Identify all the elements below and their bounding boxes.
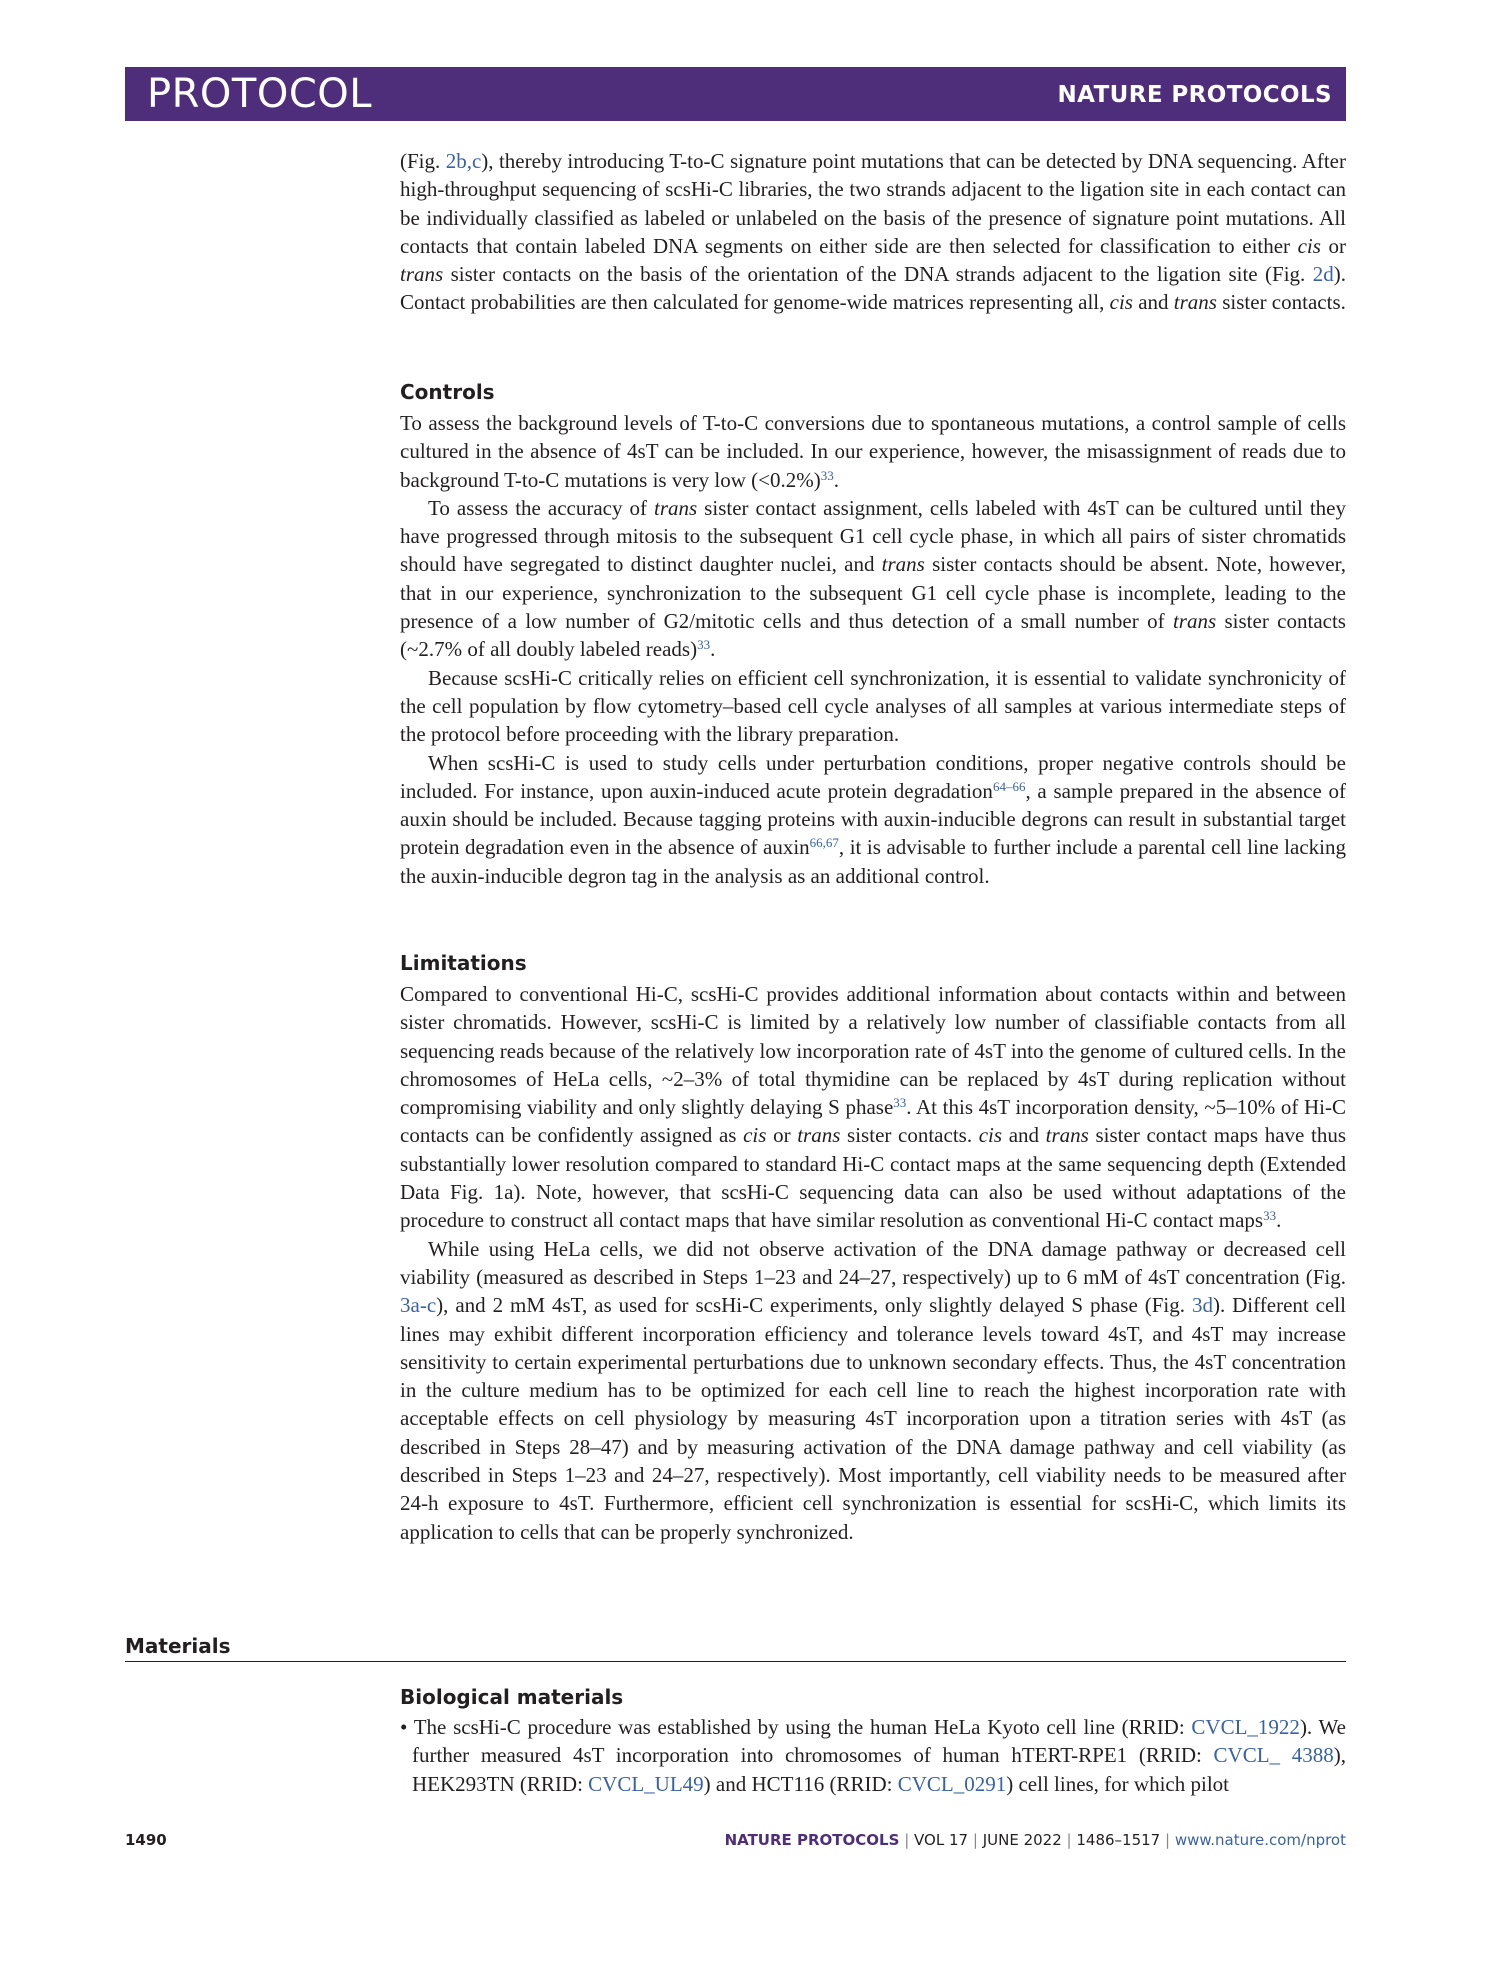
reference-link[interactable]: 33 <box>893 1095 907 1111</box>
journal-name: NATURE PROTOCOLS <box>1057 82 1332 108</box>
footer-citation: NATURE PROTOCOLS | VOL 17 | JUNE 2022 | 1486–1517 | www.nature.com/nprot <box>724 1831 1346 1849</box>
controls-paragraph-3: Because scsHi-C critically relies on efficient cell synchronization, it is essential to validate synchronicity of the cell population by flow cytometry–based cell cycle analyses of all samples at various intermediate steps of the protocol before proceeding with the library preparation. <box>400 665 1346 747</box>
page-number: 1490 <box>125 1831 167 1849</box>
reference-link[interactable]: 33 <box>820 467 834 483</box>
biological-materials-heading: Biological materials <box>400 1685 624 1709</box>
limitations-heading: Limitations <box>400 951 527 975</box>
rrid-link[interactable]: CVCL_1922 <box>1191 1715 1300 1739</box>
rrid-link[interactable]: CVCL_0291 <box>897 1771 1007 1796</box>
reference-link[interactable]: 33 <box>697 637 711 653</box>
footer-date: JUNE 2022 <box>982 1831 1062 1849</box>
footer-pages: 1486–1517 <box>1076 1831 1161 1849</box>
limitations-paragraph-1: Compared to conventional Hi-C, scsHi-C provides additional information about contacts within and between sister chromatids. However, scsHi-C is limited by a relatively low number of classifiable contacts from all sequencing reads because of the relatively low incorporation rate of 4sT into the genome of cultured cells. In the chromosomes of HeLa cells, ~2–3% of total thymidine can be replaced by 4sT during replication without compromising viability and only slightly delaying S phase$^{33}$. At this 4sT incorporation density, ~5–10% of Hi-C contacts can be confidently assigned as cis or trans sister contacts. cis and trans sister contact maps have thus substantially lower resolution compared to standard Hi-C contact maps at the same sequencing depth (Extended Data Fig. 1a). Note, however, that scsHi-C sequencing data can also be used without adaptations of the procedure to construct all contact maps that have similar resolution as conventional Hi-C contact maps$^{33}$. <box>400 982 1347 1233</box>
materials-list <box>400 1713 1346 1798</box>
footer-journal: NATURE PROTOCOLS <box>724 1831 900 1849</box>
figure-link[interactable]: 3d <box>1191 1293 1213 1318</box>
figure-link[interactable]: 2b,c <box>445 149 482 173</box>
controls-paragraph-2: To assess the accuracy of trans sister contact assignment, cells labeled with 4sT can be cultured until they have progressed through mitosis to the subsequent G1 cell cycle phase, in which all pairs of sister chromatids should have segregated to distinct daughter nuclei, and trans sister contacts should be absent. Note, however, that in our experience, synchronization to the subsequent G1 cell cycle phase is incomplete, leading to the presence of a low number of G2/mitotic cells and thus detection of a small number of trans sister contacts (~2.7% of all doubly labeled reads)$^{33}$. <box>400 495 1346 662</box>
reference-link[interactable]: 33 <box>1263 1208 1277 1224</box>
controls-heading: Controls <box>400 380 495 404</box>
intro-paragraph: (Fig. 2b,c), thereby introducing T-to-C signature point mutations that can be detected by DNA sequencing. After high-throughput sequencing of scsHi-C libraries, the two strands adjacent to the ligation site in each contact can be individually classified as labeled or unlabeled on the basis of the presence of signature point mutations. All contacts that contain labeled DNA segments on either side are then selected for classification to either cis or trans sister contacts on the basis of the orientation of the DNA strands adjacent to the ligation site (Fig. 2d). Contact probabilities are then calculated for genome-wide matrices representing all, cis and trans sister contacts. <box>400 149 1346 315</box>
limitations-block <box>400 980 1346 1546</box>
section-label: PROTOCOL <box>147 71 373 117</box>
section-divider <box>125 1661 1346 1662</box>
rrid-link[interactable]: CVCL_UL49 <box>588 1771 704 1796</box>
reference-link[interactable]: 64–66 <box>992 778 1026 794</box>
footer-url[interactable]: www.nature.com/nprot <box>1174 1831 1346 1849</box>
figure-link[interactable]: 2d <box>1312 262 1334 287</box>
intro-block <box>400 147 1346 317</box>
rrid-link[interactable]: CVCL_ <box>1213 1743 1281 1768</box>
footer-volume: VOL 17 <box>914 1831 969 1849</box>
reference-link[interactable]: 66,67 <box>809 835 839 851</box>
header-bar <box>125 67 1346 121</box>
limitations-paragraph-2: While using HeLa cells, we did not observe activation of the DNA damage pathway or decreased cell viability (measured as described in Steps 1–23 and 24–27, respectively) up to 6 mM of 4sT concentration (Fig. 3a-c), and 2 mM 4sT, as used for scsHi-C experiments, only slightly delayed S phase (Fig. 3d). Different cell lines may exhibit different incorporation efficiency and tolerance levels toward 4sT, and 4sT may increase sensitivity to certain experimental perturbations due to unknown secondary effects. Thus, the 4sT concentration in the culture medium has to be optimized for each cell line to reach the highest incorporation rate with acceptable effects on cell physiology by measuring 4sT incorporation upon a titration series with 4sT (as described in Steps 28–47) and by measuring activation of the DNA damage pathway and cell viability (as described in Steps 1–23 and 24–27, respectively). Most importantly, cell viability needs to be measured after 24-h exposure to 4sT. Furthermore, efficient cell synchronization is essential for scsHi-C, which limits its application to cells that can be properly synchronized. <box>400 1236 1346 1544</box>
list-item: • The scsHi-C procedure was established by using the human HeLa Kyoto cell line (RRID: CVCL_1922). We further measured 4sT incorporation into chromosomes of human hTERT-RPE1 (RRID: CVCL_ 4388), HEK293TN (RRID: CVCL_UL49) and HCT116 (RRID: CVCL_0291) cell lines, for which pilot <box>400 1715 1347 1796</box>
rrid-link[interactable]: 4388 <box>1291 1743 1334 1768</box>
controls-block <box>400 409 1346 890</box>
controls-paragraph-4: When scsHi-C is used to study cells under perturbation conditions, proper negative controls should be included. For instance, upon auxin-induced acute protein degradation$^{64-66}$, a sample prepared in the absence of auxin should be included. Because tagging proteins with auxin-inducible degrons can result in substantial target protein degradation even in the absence of auxin$^{66,67}$, it is advisable to further include a parental cell line lacking the auxin-inducible degron tag in the analysis as an additional control. <box>400 750 1346 888</box>
controls-paragraph-1: To assess the background levels of T-to-C conversions due to spontaneous mutations, a control sample of cells cultured in the absence of 4sT can be included. In our experience, however, the misassignment of reads due to background T-to-C mutations is very low (<0.2%)$^{33}$. <box>400 411 1346 492</box>
figure-link[interactable]: 3a-c <box>400 1293 437 1318</box>
materials-heading: Materials <box>125 1634 231 1658</box>
bullet: • <box>400 1715 408 1739</box>
